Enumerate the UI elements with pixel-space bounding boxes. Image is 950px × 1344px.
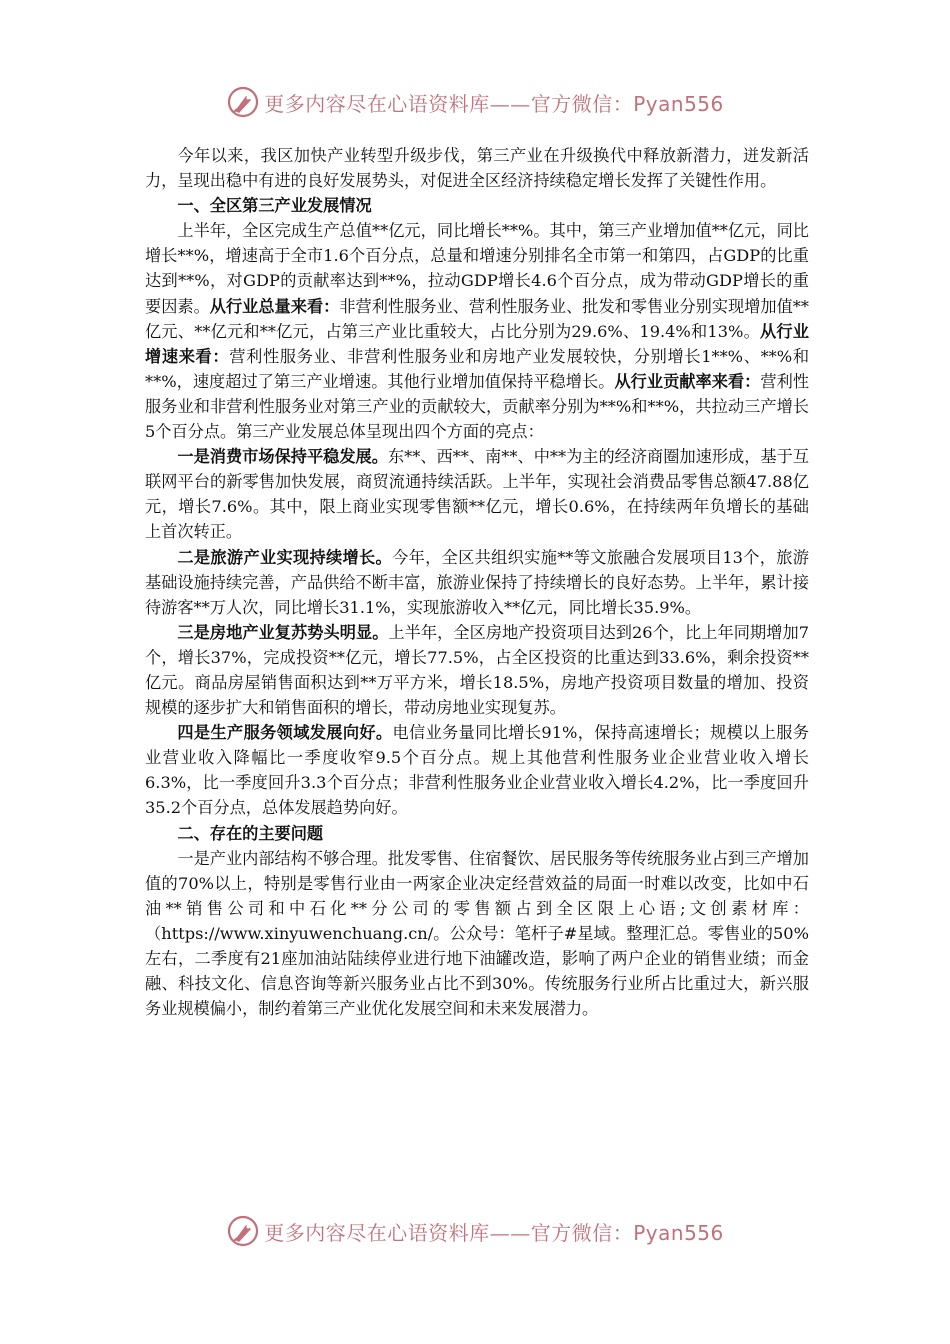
pen-nib-logo-icon <box>226 1214 260 1248</box>
pen-nib-logo-icon <box>226 85 260 119</box>
banner-wechat-label: 官方微信： <box>530 91 634 116</box>
banner-wechat-id: Pyan556 <box>633 1220 724 1245</box>
footer-banner <box>0 1211 950 1251</box>
document-body <box>145 143 809 1021</box>
highlight-consumption: 一是消费市场保持平稳发展。东**、西**、南**、中**为主的经济商圈加速形成，基于互联网平台的新零售加快发展，商贸流通持续活跃。上半年，实现社会消费品零售总额47.88亿元，增长7.6%。其中，限上商业实现零售额**亿元，增长0.6%，在持续两年负增长的基础上首次转正。 <box>145 447 810 542</box>
banner-site-name: 更多内容尽在心语资料库 <box>264 1220 490 1245</box>
banner-wechat-id: Pyan556 <box>633 91 724 116</box>
banner-wechat-label: 官方微信： <box>530 1220 634 1245</box>
highlight-real-estate: 三是房地产业复苏势头明显。上半年，全区房地产投资项目达到26个，比上年同期增加7个，增长37%，完成投资**亿元，增长77.5%，占全区投资的比重达到33.6%，剩余投资**亿元。商品房屋销售面积达到**万平方米，增长18.5%，房地产投资项目数量的增加、投资规模的逐步扩大和销售面积的增长，带动房地业实现复苏。 <box>145 622 809 718</box>
overview-paragraph: 上半年，全区完成生产总值**亿元，同比增长**%。其中，第三产业增加值**亿元，同比增长**%，增速高于全市1.6个百分点，总量和增速分别排名全市第一和第四，占GDP的比重达到**%，对GDP的贡献率达到**%，拉动GDP增长4.6个百分点，成为带动GDP增长的重要因素。从行业总量来看：非营利性服务业、营利性服务业、批发和零售业分别实现增加值**亿元、**亿元和**亿元，占第三产业比重较大，占比分别为29.6%、19.4%和13%。从行业增速来看：营利性服务业、非营利性服务业和房地产业发展较快，分别增长1**%、**%和**%，速度超过了第三产业增速。其他行业增加值保持平稳增长。从行业贡献率来看：营利性服务业和非营利性服务业对第三产业的贡献较大，贡献率分别为**%和**%，共拉动三产增长5个百分点。第三产业发展总体呈现出四个方面的亮点： <box>145 221 810 442</box>
header-banner <box>0 82 950 122</box>
problems-paragraph: 一是产业内部结构不够合理。批发零售、住宿餐饮、居民服务等传统服务业占到三产增加值的70%以上，特别是零售行业由一两家企业决定经营效益的局面一时难以改变，比如中石油**销售公司和中石化**分公司的零售额占到全区限上心语;文创素材库：（https://www.xinyuwenchuang.cn/。公众号：笔杆子#星域。整理汇总。零售业的50%左右，二季度有21座加油站陆续停业进行地下油罐改造，影响了两户企业的销售业绩；而金融、科技文化、信息咨询等新兴服务业占比不到30%。传统服务行业所占比重过大，新兴服务业规模偏小，制约着第三产业优化发展空间和未来发展潜力。 <box>145 848 809 1019</box>
banner-site-name: 更多内容尽在心语资料库 <box>264 91 490 116</box>
banner-text <box>264 1217 724 1246</box>
banner-dash: —— <box>489 1220 531 1245</box>
section-heading-1: 一、全区第三产业发展情况 <box>177 196 372 216</box>
highlight-services: 四是生产服务领域发展向好。电信业务量同比增长91%，保持高速增长；规模以上服务业营业收入降幅比一季度收窄9.5个百分点。规上其他营利性服务业企业营业收入增长6.3%，比一季度回升3.3个百分点；非营利性服务业企业营业收入增长4.2%，比一季度回升35.2个百分点，总体发展趋势向好。 <box>145 723 810 818</box>
banner-dash: —— <box>489 91 531 116</box>
intro-paragraph: 今年以来，我区加快产业转型升级步伐，第三产业在升级换代中释放新潜力，迸发新活力，呈现出稳中有进的良好发展势头，对促进全区经济持续稳定增长发挥了关键性作用。 <box>145 146 809 191</box>
banner-text <box>264 88 724 117</box>
highlight-tourism: 二是旅游产业实现持续增长。今年，全区共组织实施**等文旅融合发展项目13个，旅游基础设施持续完善，产品供给不断丰富，旅游业保持了持续增长的良好态势。上半年，累计接待游客**万人次，同比增长31.1%，实现旅游收入**亿元，同比增长35.9%。 <box>145 547 809 617</box>
section-heading-2: 二、存在的主要问题 <box>177 823 324 843</box>
